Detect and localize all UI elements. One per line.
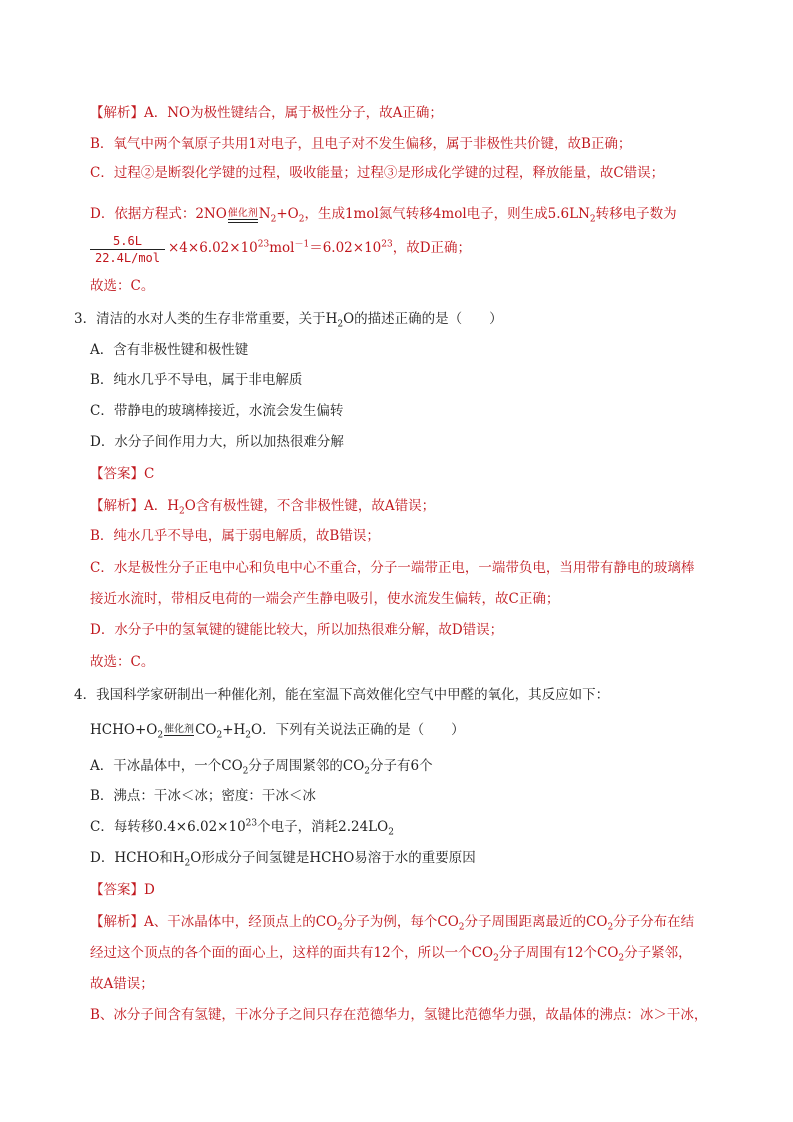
question-4-option-c: C．每转移$0.4\times 6.02\times 10^{23}$个电子，消耗$2.24LO_2$ bbox=[90, 818, 394, 838]
explanation-3-d: D．水分子中的氢氧键的键能比较大，所以加热很难分解，故D错误； bbox=[90, 622, 504, 638]
question-3-stem: 3．清洁的水对人类的生存非常重要，关于$H_2O$的描述正确的是（ ） bbox=[74, 311, 503, 330]
fraction-5.6L-over-22.4L: 5.6L 22.4L/mol bbox=[90, 233, 165, 266]
catalyst-equilibrium-arrow: 催化剂 bbox=[228, 210, 258, 223]
explanation-3-c1: C．水是极性分子正电中心和负电中心不重合，分子一端带正电，一端带负电，当用带有静电的玻璃棒 bbox=[90, 560, 695, 576]
explanation-3-c2: 接近水流时，带相反电荷的一端会产生静电吸引，使水流发生偏转，故C正确； bbox=[90, 591, 560, 607]
explanation-2-b: B．氧气中两个氧原子共用1对电子，且电子对不发生偏移，属于非极性共价键，故B正确； bbox=[90, 136, 632, 152]
explanation-4-b: B、冰分子间含有氢键，干冰分子之间只存在范德华力，氢键比范德华力强，故晶体的沸点：冰＞干冰， bbox=[90, 1007, 708, 1023]
explanation-3-select: 故选：C。 bbox=[90, 654, 155, 670]
question-4-equation: $HCHO+O_2$ 催化剂 $CO_2+H_2O$．下列有关说法正确的是（ ） bbox=[90, 722, 465, 741]
explanation-2-select: 故选：C。 bbox=[90, 278, 155, 294]
question-3-option-a: A．含有非极性键和极性键 bbox=[90, 342, 249, 358]
question-3-answer: 【答案】C bbox=[90, 466, 155, 482]
explanation-3-b: B．纯水几乎不导电，属于弱电解质，故B错误； bbox=[90, 528, 380, 544]
explanation-4-a1: 【解析】A、干冰晶体中，经顶点上的$CO_2$分子为例，每个$CO_2$分子周围距离最近的$CO_2$分子分布在结 bbox=[90, 914, 695, 933]
question-3-option-c: C．带静电的玻璃棒接近，水流会发生偏转 bbox=[90, 403, 344, 419]
explanation-tag: 【解析】 bbox=[90, 105, 144, 121]
explanation-2-d-calc: $\times 4\times 6.02\times 10^{23}mol^{-1}=6.02\times 10^{23}$，故D正确； bbox=[168, 239, 472, 256]
explanation-2-d: D．依据方程式：2NO 催化剂 $N_2+O_2$，生成1mol氮气转移4mol电子，则生成$5.6LN_2$转移电子数为 bbox=[90, 206, 677, 225]
question-4-stem: 4．我国科学家研制出一种催化剂，能在室温下高效催化空气中甲醛的氧化，其反应如下： bbox=[74, 687, 610, 703]
question-4-option-d: D．HCHO和$H_2O$形成分子间氢键是HCHO易溶于水的重要原因 bbox=[90, 850, 476, 869]
explanation-2-c: C．过程②是断裂化学键的过程，吸收能量；过程③是形成化学键的过程，释放能量，故C错误； bbox=[90, 165, 665, 181]
question-3-option-b: B．纯水几乎不导电，属于非电解质 bbox=[90, 372, 303, 388]
explanation-4-a3: 故A错误； bbox=[90, 976, 154, 992]
question-3-option-d: D．水分子间作用力大，所以加热很难分解 bbox=[90, 434, 344, 450]
explanation-3-a: 【解析】A．$H_2O$含有极性键，不含非极性键，故A错误； bbox=[90, 498, 436, 517]
question-4-option-a: A．干冰晶体中，一个$CO_2$分子周围紧邻的$CO_2$分子有6个 bbox=[90, 758, 433, 777]
explanation-4-a2: 经过这个顶点的各个面的面心上，这样的面共有12个，所以一个$CO_2$分子周围有12个$CO_2$分子紧邻， bbox=[90, 945, 692, 964]
question-4-option-b: B．沸点：干冰＜冰；密度：干冰＜冰 bbox=[90, 788, 316, 804]
catalyst-arrow: 催化剂 bbox=[164, 724, 195, 735]
question-4-answer: 【答案】D bbox=[90, 882, 155, 898]
explanation-2-a: 【解析】A．NO为极性键结合，属于极性分子，故A正确； bbox=[90, 105, 443, 121]
